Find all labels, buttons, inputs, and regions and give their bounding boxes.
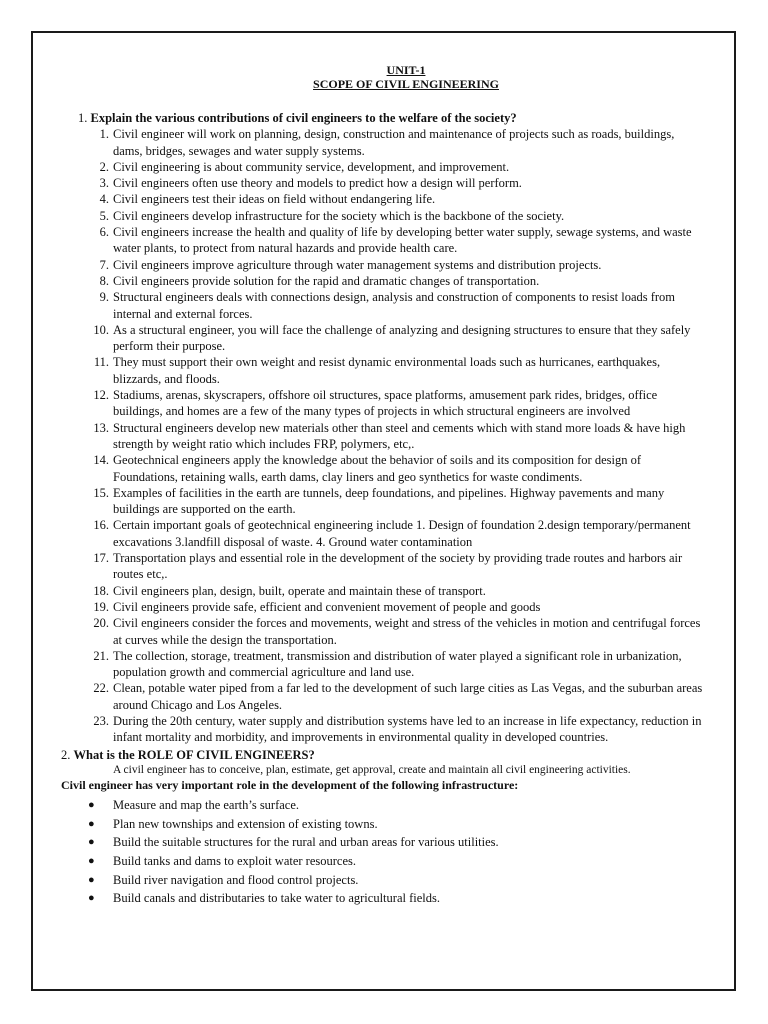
answer-text: Civil engineers plan, design, built, operate and maintain these of transport. [113, 583, 486, 598]
bullet-text: Build the suitable structures for the rural and urban areas for various utilities. [113, 835, 499, 850]
answer-text: As a structural engineer, you will face the challenge of analyzing and designing structures to ensure that they safely perform their purpose. [113, 322, 691, 354]
answer-number: 22. [93, 681, 109, 696]
answer-number: 3. [99, 176, 109, 191]
answer-text: The collection, storage, treatment, transmission and distribution of water played a significant role in urbanization, population growth and commercial agriculture and land use. [113, 648, 682, 680]
answer-text: Civil engineers often use theory and models to predict how a design will perform. [113, 176, 522, 191]
answer-number: 17. [93, 551, 109, 566]
answer-text: During the 20th century, water supply and distribution systems have led to an increase in life expectancy, reduction in infant mortality and morbidity, and improvements in environmental quality in developed countries. [113, 713, 702, 745]
answer-item [61, 322, 711, 355]
answer-item [61, 175, 711, 191]
answer-item [61, 680, 711, 713]
answer-number: 1. [99, 127, 109, 142]
answer-number: 23. [93, 713, 109, 728]
bullet-text: Build canals and distributaries to take water to agricultural fields. [113, 891, 440, 906]
answer-item [61, 648, 711, 681]
answer-number: 20. [93, 616, 109, 631]
answer-number: 15. [93, 485, 109, 500]
answer-number: 5. [99, 208, 109, 223]
answer-text: Civil engineers develop infrastructure for the society which is the backbone of the society. [113, 208, 565, 223]
answer-item [61, 159, 711, 175]
infrastructure-bullet-list [61, 796, 711, 908]
answer-number: 9. [99, 290, 109, 305]
answer-number: 11. [93, 355, 109, 370]
question-1-text: Explain the various contributions of civil engineers to the welfare of the society? [90, 111, 517, 125]
answer-item [61, 420, 711, 453]
bullet-item [61, 852, 711, 871]
answer-text: Geotechnical engineers apply the knowledge about the behavior of soils and its composition for design of Foundations, retaining walls, earth dams, clay liners and geo synthetics for waste condiments. [113, 453, 641, 484]
question-1-heading [61, 110, 711, 126]
answer-item [61, 289, 711, 322]
bullet-icon: ● [88, 836, 95, 849]
bullet-item [61, 889, 711, 908]
answer-item [61, 550, 711, 583]
answer-number: 19. [93, 599, 109, 614]
question-2-number: 2. [61, 747, 71, 762]
bullet-icon: ● [88, 817, 95, 830]
answer-text: Examples of facilities in the earth are tunnels, deep foundations, and pipelines. Highway pavements and many buildings are supported on the earth. [113, 485, 665, 517]
answer-item [61, 354, 711, 387]
answers-list [61, 126, 711, 745]
answer-text: Civil engineers test their ideas on field without endangering life. [113, 192, 436, 207]
answer-text: Structural engineers deals with connections design, analysis and construction of components to resist loads from internal and external forces. [113, 290, 676, 321]
answer-text: Civil engineers improve agriculture through water management systems and distribution projects. [113, 257, 602, 272]
answer-number: 16. [93, 518, 109, 533]
answer-text: Certain important goals of geotechnical engineering include 1. Design of foundation 2.design temporary/permanent excavations 3.landfill disposal of waste. 4. Ground water contamination [113, 518, 691, 549]
question-1-number: 1. [78, 111, 88, 125]
infrastructure-heading: Civil engineer has very important role in the development of the following infrastructure: [61, 777, 519, 792]
answer-item [61, 224, 711, 257]
bullet-text: Measure and map the earth’s surface. [113, 797, 300, 812]
document-content [61, 63, 711, 908]
bullet-item [61, 796, 711, 815]
answer-text: Civil engineers provide solution for the rapid and dramatic changes of transportation. [113, 273, 540, 288]
bullet-item [61, 871, 711, 890]
bullet-text: Build tanks and dams to exploit water resources. [113, 853, 356, 868]
question-2-text: What is the ROLE OF CIVIL ENGINEERS? [73, 747, 315, 762]
answer-item [61, 191, 711, 207]
role-description: A civil engineer has to conceive, plan, estimate, get approval, create and maintain all civil engineering activities. [113, 763, 631, 776]
answer-number: 4. [99, 192, 109, 207]
answer-item [61, 615, 711, 648]
answer-item [61, 713, 711, 746]
answer-text: Structural engineers develop new materials other than steel and cements which with stand more loads & have high strength by weight ratio which includes FRP, polymers, etc,. [113, 420, 686, 451]
unit-title: UNIT-1 [386, 63, 426, 77]
answer-item [61, 126, 711, 159]
bullet-text: Plan new townships and extension of existing towns. [113, 816, 378, 831]
answer-item [61, 387, 711, 420]
answer-item [61, 257, 711, 273]
answer-item [61, 517, 711, 550]
answer-item [61, 599, 711, 615]
answer-item [61, 452, 711, 485]
answer-text: Civil engineers provide safe, efficient and convenient movement of people and goods [113, 599, 541, 614]
answer-text: Civil engineering is about community service, development, and improvement. [113, 159, 510, 174]
answer-number: 18. [93, 583, 109, 598]
answer-text: Civil engineers increase the health and quality of life by developing better water supply, sewage systems, and waste water plants, to protect from natural hazards and provide health care. [113, 225, 692, 256]
bullet-icon: ● [88, 854, 95, 867]
bullet-icon: ● [88, 892, 95, 905]
answer-number: 6. [99, 225, 109, 240]
bullet-item [61, 815, 711, 834]
bullet-text: Build river navigation and flood control projects. [113, 872, 359, 887]
bullet-item [61, 833, 711, 852]
answer-text: Civil engineer will work on planning, design, construction and maintenance of projects such as roads, buildings, dams, bridges, sewages and water supply systems. [113, 127, 675, 158]
answer-number: 13. [93, 420, 109, 435]
question-2-heading [61, 747, 711, 763]
answer-item [61, 485, 711, 518]
answer-text: Stadiums, arenas, skyscrapers, offshore oil structures, space platforms, amusement park rides, bridges, office buildings, and homes are a few of the many types of projects in which structural engineers are involved [113, 388, 658, 419]
answer-text: Clean, potable water piped from a far led to the development of such large cities as Las Vegas, and the suburban areas around Chicago and Los Angeles. [113, 681, 703, 712]
answer-number: 12. [93, 388, 109, 403]
answer-text: They must support their own weight and resist dynamic environmental loads such as hurricanes, earthquakes, blizzards, and floods. [113, 355, 661, 386]
answer-number: 14. [93, 453, 109, 468]
answer-number: 2. [99, 159, 109, 174]
bullet-icon: ● [88, 873, 95, 886]
page-title: SCOPE OF CIVIL ENGINEERING [313, 77, 499, 91]
answer-item [61, 273, 711, 289]
answer-number: 10. [93, 322, 109, 337]
bullet-icon: ● [88, 798, 95, 811]
answer-number: 8. [99, 273, 109, 288]
answer-text: Transportation plays and essential role in the development of the society by providing trade routes and harbors air routes etc,. [113, 551, 683, 582]
answer-item [61, 583, 711, 599]
answer-number: 21. [93, 648, 109, 663]
answer-item [61, 208, 711, 224]
answer-text: Civil engineers consider the forces and movements, weight and stress of the vehicles in motion and centrifugal forces at curves while the design the transportation. [113, 616, 701, 647]
answer-number: 7. [99, 257, 109, 272]
